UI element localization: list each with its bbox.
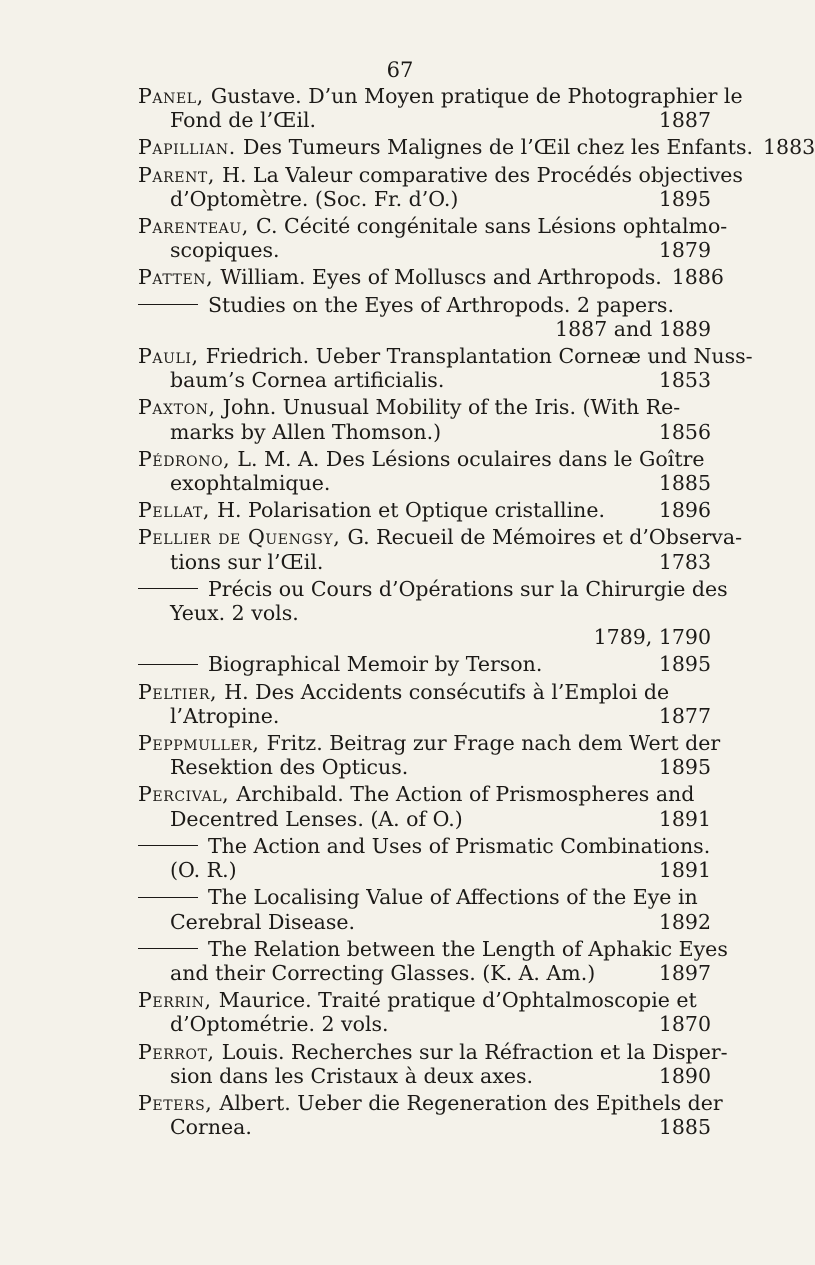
entry-line (138, 447, 711, 471)
author-name: Percival, (138, 782, 237, 807)
bibliography-entry (138, 936, 728, 985)
entry-year: 1895 (658, 652, 711, 677)
entry-year: 1896 (658, 498, 711, 523)
entry-line (138, 368, 711, 392)
entry-line (138, 293, 711, 317)
bibliography-entry (138, 731, 721, 780)
entry-text: Decentred Lenses. (A. of O.) (170, 806, 463, 831)
entry-year: 1895 (658, 186, 711, 211)
entry-line (138, 265, 724, 290)
page-number: 67 (386, 58, 414, 82)
entry-text: The Action and Uses of Prismatic Combinations. (208, 833, 711, 858)
entry-line (138, 834, 711, 858)
entry-text: d’Optométrie. 2 vols. (170, 1012, 389, 1037)
entry-text: sion dans les Cristaux à deux axes. (170, 1063, 533, 1088)
entry-year: 1885 (658, 471, 711, 496)
entry-year: 1887 and 1889 (555, 316, 711, 341)
entry-year: 1891 (658, 806, 711, 831)
entry-text: marks by Allen Thomson.) (170, 419, 442, 444)
entry-line (138, 1064, 711, 1088)
entry-text: H. Polarisation et Optique cristalline. (217, 498, 605, 523)
entry-text: baum’s Cornea artificialis. (170, 368, 445, 393)
bibliography-entry (138, 162, 743, 211)
author-name: Pellat, (138, 498, 218, 523)
entry-line (138, 936, 728, 961)
bibliography-entry (138, 988, 711, 1036)
entry-text: Resektion des Opticus. (170, 755, 409, 780)
entry-year: 1789, 1790 (593, 625, 711, 650)
author-name: Paxton, (138, 395, 223, 420)
entry-line (138, 910, 711, 934)
entry-text: Louis. Recherches sur la Réfraction et la Disper- (221, 1039, 728, 1064)
bibliography-list (138, 84, 815, 1142)
entry-line (138, 420, 711, 444)
entry-year: 1877 (658, 703, 711, 728)
entry-line (138, 858, 711, 882)
entry-line (138, 1039, 728, 1064)
entry-line (138, 782, 711, 806)
entry-text: Gustave. D’un Moyen pratique de Photographier le (210, 84, 743, 108)
author-name: Panel, (138, 84, 211, 108)
entry-year: 1870 (658, 1012, 711, 1037)
author-name: Parent, (138, 162, 223, 187)
entry-text: exophtalmique. (170, 471, 331, 496)
entry-year: 1883 (763, 135, 815, 160)
entry-text: H. La Valeur comparative des Procédés objectives (222, 162, 743, 187)
entry-text: Cerebral Disease. (170, 909, 356, 934)
entry-line (138, 108, 711, 132)
bibliography-entry (138, 135, 815, 160)
entry-year: 1856 (658, 419, 711, 444)
entry-line (138, 498, 711, 522)
entry-text: Studies on the Eyes of Arthropods. 2 papers. (208, 292, 674, 317)
entry-text: Yeux. 2 vols. (170, 601, 299, 626)
bibliography-entry (138, 1090, 723, 1140)
entry-text: Fond de l’Œil. (170, 108, 317, 133)
entry-line (138, 162, 743, 187)
entry-line (138, 471, 711, 495)
author-name: Patten, (138, 265, 221, 290)
author-name: Pauli, (138, 344, 206, 369)
entry-year: 1853 (658, 368, 711, 393)
entry-text: tions sur l’Œil. (170, 549, 324, 574)
bibliography-entry (138, 214, 728, 263)
author-name: Peppmuller, (138, 731, 267, 756)
author-name: Pellier de Quengsy, (138, 525, 348, 550)
bibliography-entry (138, 498, 711, 522)
ditto-dash (138, 897, 198, 898)
entry-line (138, 214, 728, 239)
entry-line (138, 680, 711, 704)
entry-year: 1879 (658, 238, 711, 263)
entry-year: 1895 (658, 755, 711, 780)
ditto-dash (138, 304, 198, 305)
entry-text: L. M. A. Des Lésions oculaires dans le Goître (237, 446, 705, 471)
bibliography-entry (138, 885, 711, 933)
entry-text: scopiques. (170, 238, 280, 263)
entry-text: Maurice. Traité pratique d’Ophtalmoscopie et (218, 988, 697, 1013)
ditto-dash (138, 664, 198, 665)
entry-line (138, 395, 711, 419)
bibliography-entry (138, 344, 753, 393)
author-name: Peltier, (138, 679, 225, 704)
entry-text: John. Unusual Mobility of the Iris. (With Re- (222, 395, 681, 420)
entry-line (138, 988, 711, 1012)
bibliography-entry (138, 293, 711, 341)
entry-year: 1885 (658, 1115, 711, 1140)
author-name: Papillian. (138, 135, 243, 160)
bibliography-entry (138, 834, 711, 882)
ditto-dash (138, 948, 198, 949)
entry-text: Fritz. Beitrag zur Frage nach dem Wert der (266, 731, 721, 756)
bibliography-entry (138, 1039, 728, 1088)
entry-line (138, 1012, 711, 1036)
entry-text: G. Recueil de Mémoires et d’Observa- (347, 525, 743, 550)
entry-text: Précis ou Cours d’Opérations sur la Chirurgie des (208, 576, 728, 601)
entry-line (138, 885, 711, 909)
entry-text: Albert. Ueber die Regeneration des Epithels der (219, 1090, 723, 1115)
entry-year: 1891 (658, 858, 711, 883)
entry-line (138, 238, 711, 262)
entry-line (138, 625, 711, 649)
entry-text: H. Des Accidents consécutifs à l’Emploi de (224, 679, 670, 704)
entry-text: l’Atropine. (170, 703, 280, 728)
entry-text: (O. R.) (170, 858, 237, 883)
author-name: Peters, (138, 1090, 220, 1115)
bibliography-entry (138, 265, 724, 290)
entry-text: and their Correcting Glasses. (K. A. Am.) (170, 960, 596, 985)
entry-line (138, 704, 711, 728)
entry-text: d’Optomètre. (Soc. Fr. d’O.) (170, 186, 459, 211)
bibliography-entry (138, 525, 743, 574)
entry-text: Des Tumeurs Malignes de l’Œil chez les Enfants. (242, 135, 753, 160)
entry-text: The Localising Value of Affections of the Eye in (208, 885, 698, 910)
entry-year: 1890 (658, 1063, 711, 1088)
bibliography-entry (138, 680, 711, 728)
entry-line (138, 84, 743, 108)
bibliography-entry (138, 576, 728, 650)
entry-line (138, 550, 711, 574)
ditto-dash (138, 588, 198, 589)
entry-text: The Relation between the Length of Aphakic Eyes (208, 936, 728, 961)
entry-line (138, 187, 711, 211)
entry-text: Friedrich. Ueber Transplantation Corneæ und Nuss- (205, 344, 753, 369)
entry-text: William. Eyes of Molluscs and Arthropods. (220, 265, 662, 290)
entry-year: 1897 (658, 960, 711, 985)
bibliography-entry (138, 652, 711, 676)
entry-line (138, 1090, 723, 1115)
entry-year: 1783 (658, 549, 711, 574)
ditto-dash (138, 845, 198, 846)
entry-text: Archibald. The Action of Prismospheres and (236, 782, 695, 807)
entry-line (138, 317, 711, 341)
author-name: Pédrono, (138, 446, 238, 471)
entry-text: C. Cécité congénitale sans Lésions ophtalmo- (256, 214, 728, 239)
entry-line (138, 601, 711, 625)
entry-year: 1887 (658, 108, 711, 133)
author-name: Perrot, (138, 1039, 222, 1064)
entry-year: 1892 (658, 909, 711, 934)
entry-text: Biographical Memoir by Terson. (208, 652, 543, 677)
entry-line (138, 135, 815, 160)
entry-line (138, 731, 721, 756)
entry-line (138, 576, 728, 601)
entry-line (138, 525, 743, 550)
author-name: Parenteau, (138, 214, 257, 239)
bibliography-entry (138, 782, 711, 830)
bibliography-entry (138, 84, 743, 133)
entry-year: 1886 (671, 265, 724, 290)
entry-line (138, 652, 711, 676)
bibliography-entry (138, 395, 711, 443)
bibliography-entry (138, 447, 711, 495)
author-name: Perrin, (138, 988, 219, 1013)
entry-line (138, 807, 711, 831)
entry-line (138, 961, 711, 985)
entry-line (138, 344, 753, 369)
entry-line (138, 1115, 711, 1139)
entry-text: Cornea. (170, 1115, 252, 1140)
entry-line (138, 755, 711, 779)
